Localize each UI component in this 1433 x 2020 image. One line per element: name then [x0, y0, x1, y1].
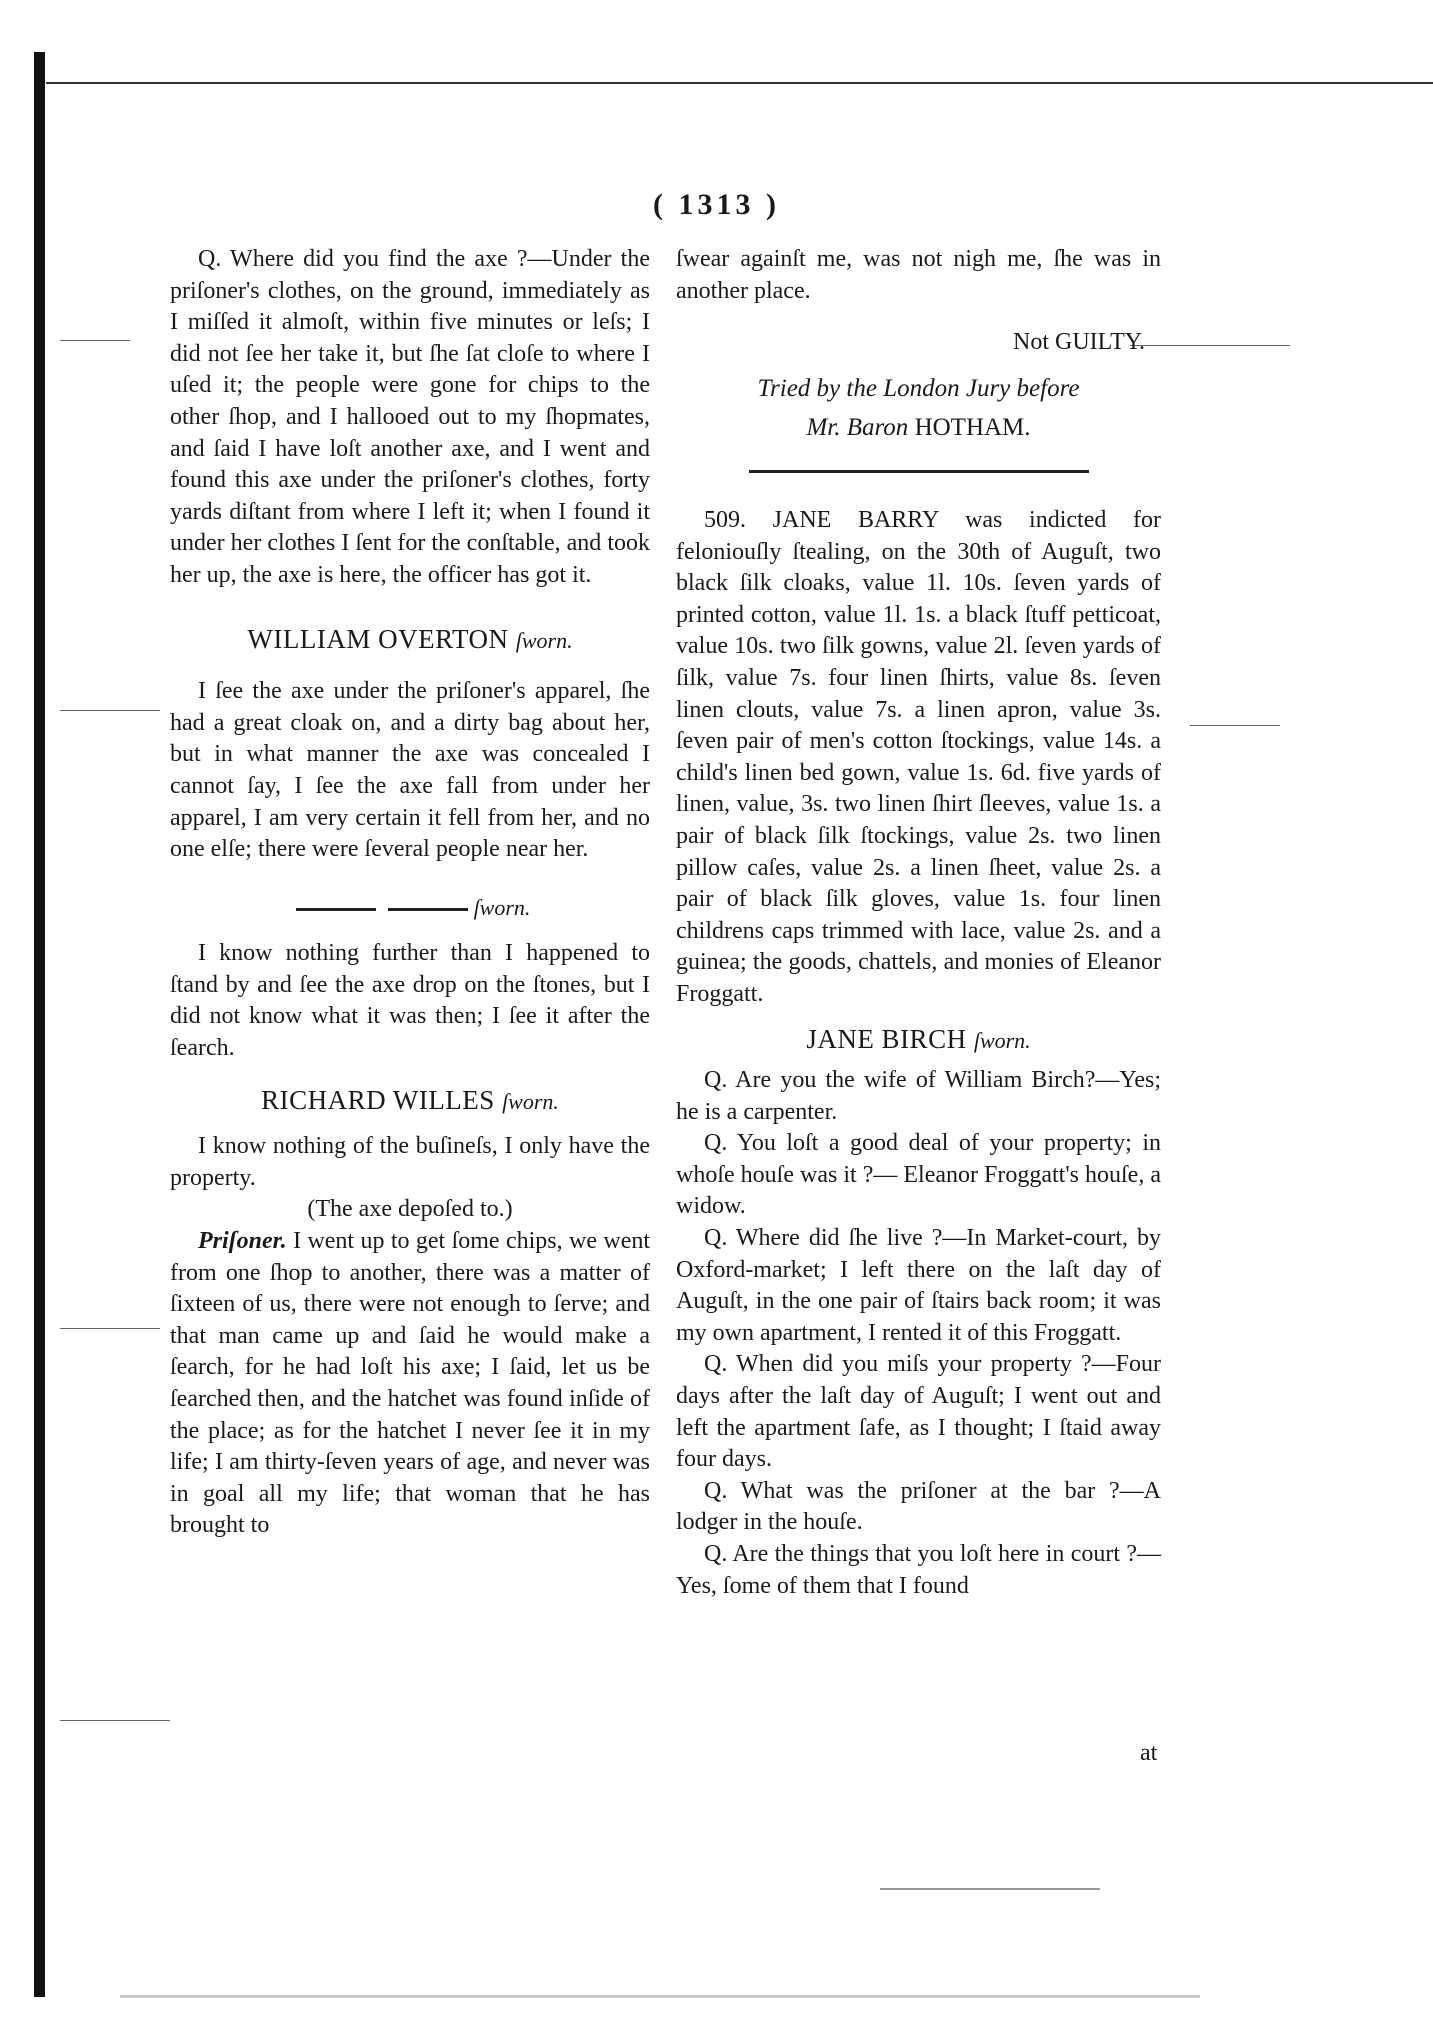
sworn-label: ſworn. [473, 894, 531, 920]
judge-title: Mr. Baron [806, 414, 909, 442]
sworn-label: ſworn. [502, 1088, 559, 1114]
verdict: Not GUILTY. [1012, 329, 1145, 356]
sworn-label: ſworn. [515, 627, 573, 653]
qa-line: Q. What was the priſoner at the bar ?—A lodger in the houſe. [676, 1477, 1161, 1536]
judge-name: HOTHAM. [914, 414, 1031, 442]
margin-mark [60, 1720, 170, 1721]
catchword: at [1140, 1740, 1158, 1766]
qa-line: Q. You loſt a good deal of your property; in whoſe houſe was it ?— Eleanor Froggatt's houſe, a widow. [676, 1130, 1161, 1220]
prisoner-defence [170, 1226, 650, 1542]
testimony-paragraph: I ſee the axe under the priſoner's apparel, ſhe had a great cloak on, and a dirty bag about her, but in what manner the axe was concealed I cannot ſay, I ſee the axe fall from under her apparel, I am very certain it fell from her, and no one elſe; there were ſeveral people near her. [170, 678, 650, 863]
testimony-paragraph: ſwear againſt me, was not nigh me, ſhe was in another place. [676, 246, 1161, 304]
prisoner-label: Priſoner. [198, 1228, 287, 1255]
witness-heading [676, 1024, 1161, 1057]
page-number: ( 1313 ) [653, 188, 780, 221]
witness-name: RICHARD WILLES [261, 1084, 495, 1115]
anonymous-witness-heading [170, 892, 650, 925]
testimony-paragraph: I know nothing of the buſineſs, I only have the property. [170, 1133, 650, 1191]
qa-line: Q. Where did ſhe live ?—In Market-court, by Oxford-market; I left there on the laſt day of Auguſt, in the one pair of ſtairs back room; it was my own apartment, I rented it of this Froggatt. [676, 1225, 1161, 1346]
qa-line: Q. Are the things that you loſt here in court ?—Yes, ſome of them that I found [676, 1540, 1161, 1599]
right-column [676, 244, 1161, 1602]
scan-speck [120, 1995, 1200, 1998]
trial-note: Tried by the London Jury before [757, 374, 1080, 402]
scan-speck [880, 1888, 1100, 1890]
qa-line: Q. Are you the wife of William Birch?—Yes; he is a carpenter. [676, 1067, 1161, 1125]
name-blank [388, 908, 468, 911]
margin-mark [60, 340, 130, 341]
trial-judge [676, 412, 1161, 444]
defence-text: I went up to get ſome chips, we went from one ſhop to another, there was a matter of ſixteen of us, there were not enough to ſerve; and that man came up and ſaid he would make a ſearch, for he had loſt his axe; I ſaid, let us be ſearched then, and the hatchet was found inſide of the place; as for the hatchet I never ſee it in my life; I am thirty-ſeven years of age, and never was in goal all my life; that woman that he has brought to [170, 1228, 651, 1539]
testimony-paragraph: I know nothing further than I happened to ſtand by and ſee the axe drop on the ſtones, but I did not know what it was then; I ſee it after the ſearch. [170, 940, 650, 1062]
indictment-paragraph: 509. JANE BARRY was indicted for feloniouſly ſtealing, on the 30th of Auguſt, two black ſilk cloaks, value 1l. 10s. ſeven yards of printed cotton, value 1l. 1s. a black ſtuff petticoat, value 10s. two ſilk gowns, value 2l. ſeven yards of ſilk, value 7s. four linen ſhirts, value 8s. ſeven linen clouts, value 7s. a linen apron, value 3s. ſeven pair of men's cotton ſtockings, value 14s. a child's linen bed gown, value 1s. 6d. five yards of linen, value, 3s. two linen ſhirt ſleeves, value 1s. a pair of black ſilk ſtockings, value 2s. two linen pillow caſes, value 2s. a linen ſheet, value 2s. a pair of black ſilk gloves, value 1s. four linen childrens caps trimmed with lace, value 2s. and a guinea; the goods, chattels, and monies of Eleanor Froggatt. [676, 506, 1161, 1007]
margin-mark [60, 1328, 160, 1329]
page-binding-edge [34, 52, 45, 1997]
qa-line: Q. When did you miſs your property ?—Four days after the laſt day of Auguſt; I went out and left the apartment ſafe, as I thought; I ſtaid away four days. [676, 1351, 1161, 1473]
name-blank [296, 908, 376, 911]
top-rule [46, 82, 1433, 84]
deposition-note: (The axe depoſed to.) [307, 1196, 513, 1223]
margin-mark [1190, 725, 1280, 726]
left-column [170, 244, 650, 1542]
witness-name: JANE BIRCH [806, 1024, 967, 1055]
witness-heading [170, 1085, 650, 1118]
witness-heading [170, 624, 650, 657]
margin-mark [60, 710, 160, 711]
testimony-paragraph: Q. Where did you find the axe ?—Under the priſoner's clothes, on the ground, immediately as I miſſed it almoſt, within five minutes or leſs; I did not ſee her take it, but ſhe ſat cloſe to where I uſed it; the people were gone for chips to the other ſhop, and I hallooed out to my ſhopmates, and ſaid I have loſt another axe, and I went and found this axe under the priſoner's clothes, forty yards diſtant from where I left it; when I found it under her clothes I ſent for the conſtable, and took her up, the axe is here, the officer has got it. [170, 246, 650, 588]
sworn-label: ſworn. [973, 1028, 1031, 1054]
witness-name: WILLIAM OVERTON [247, 623, 509, 654]
